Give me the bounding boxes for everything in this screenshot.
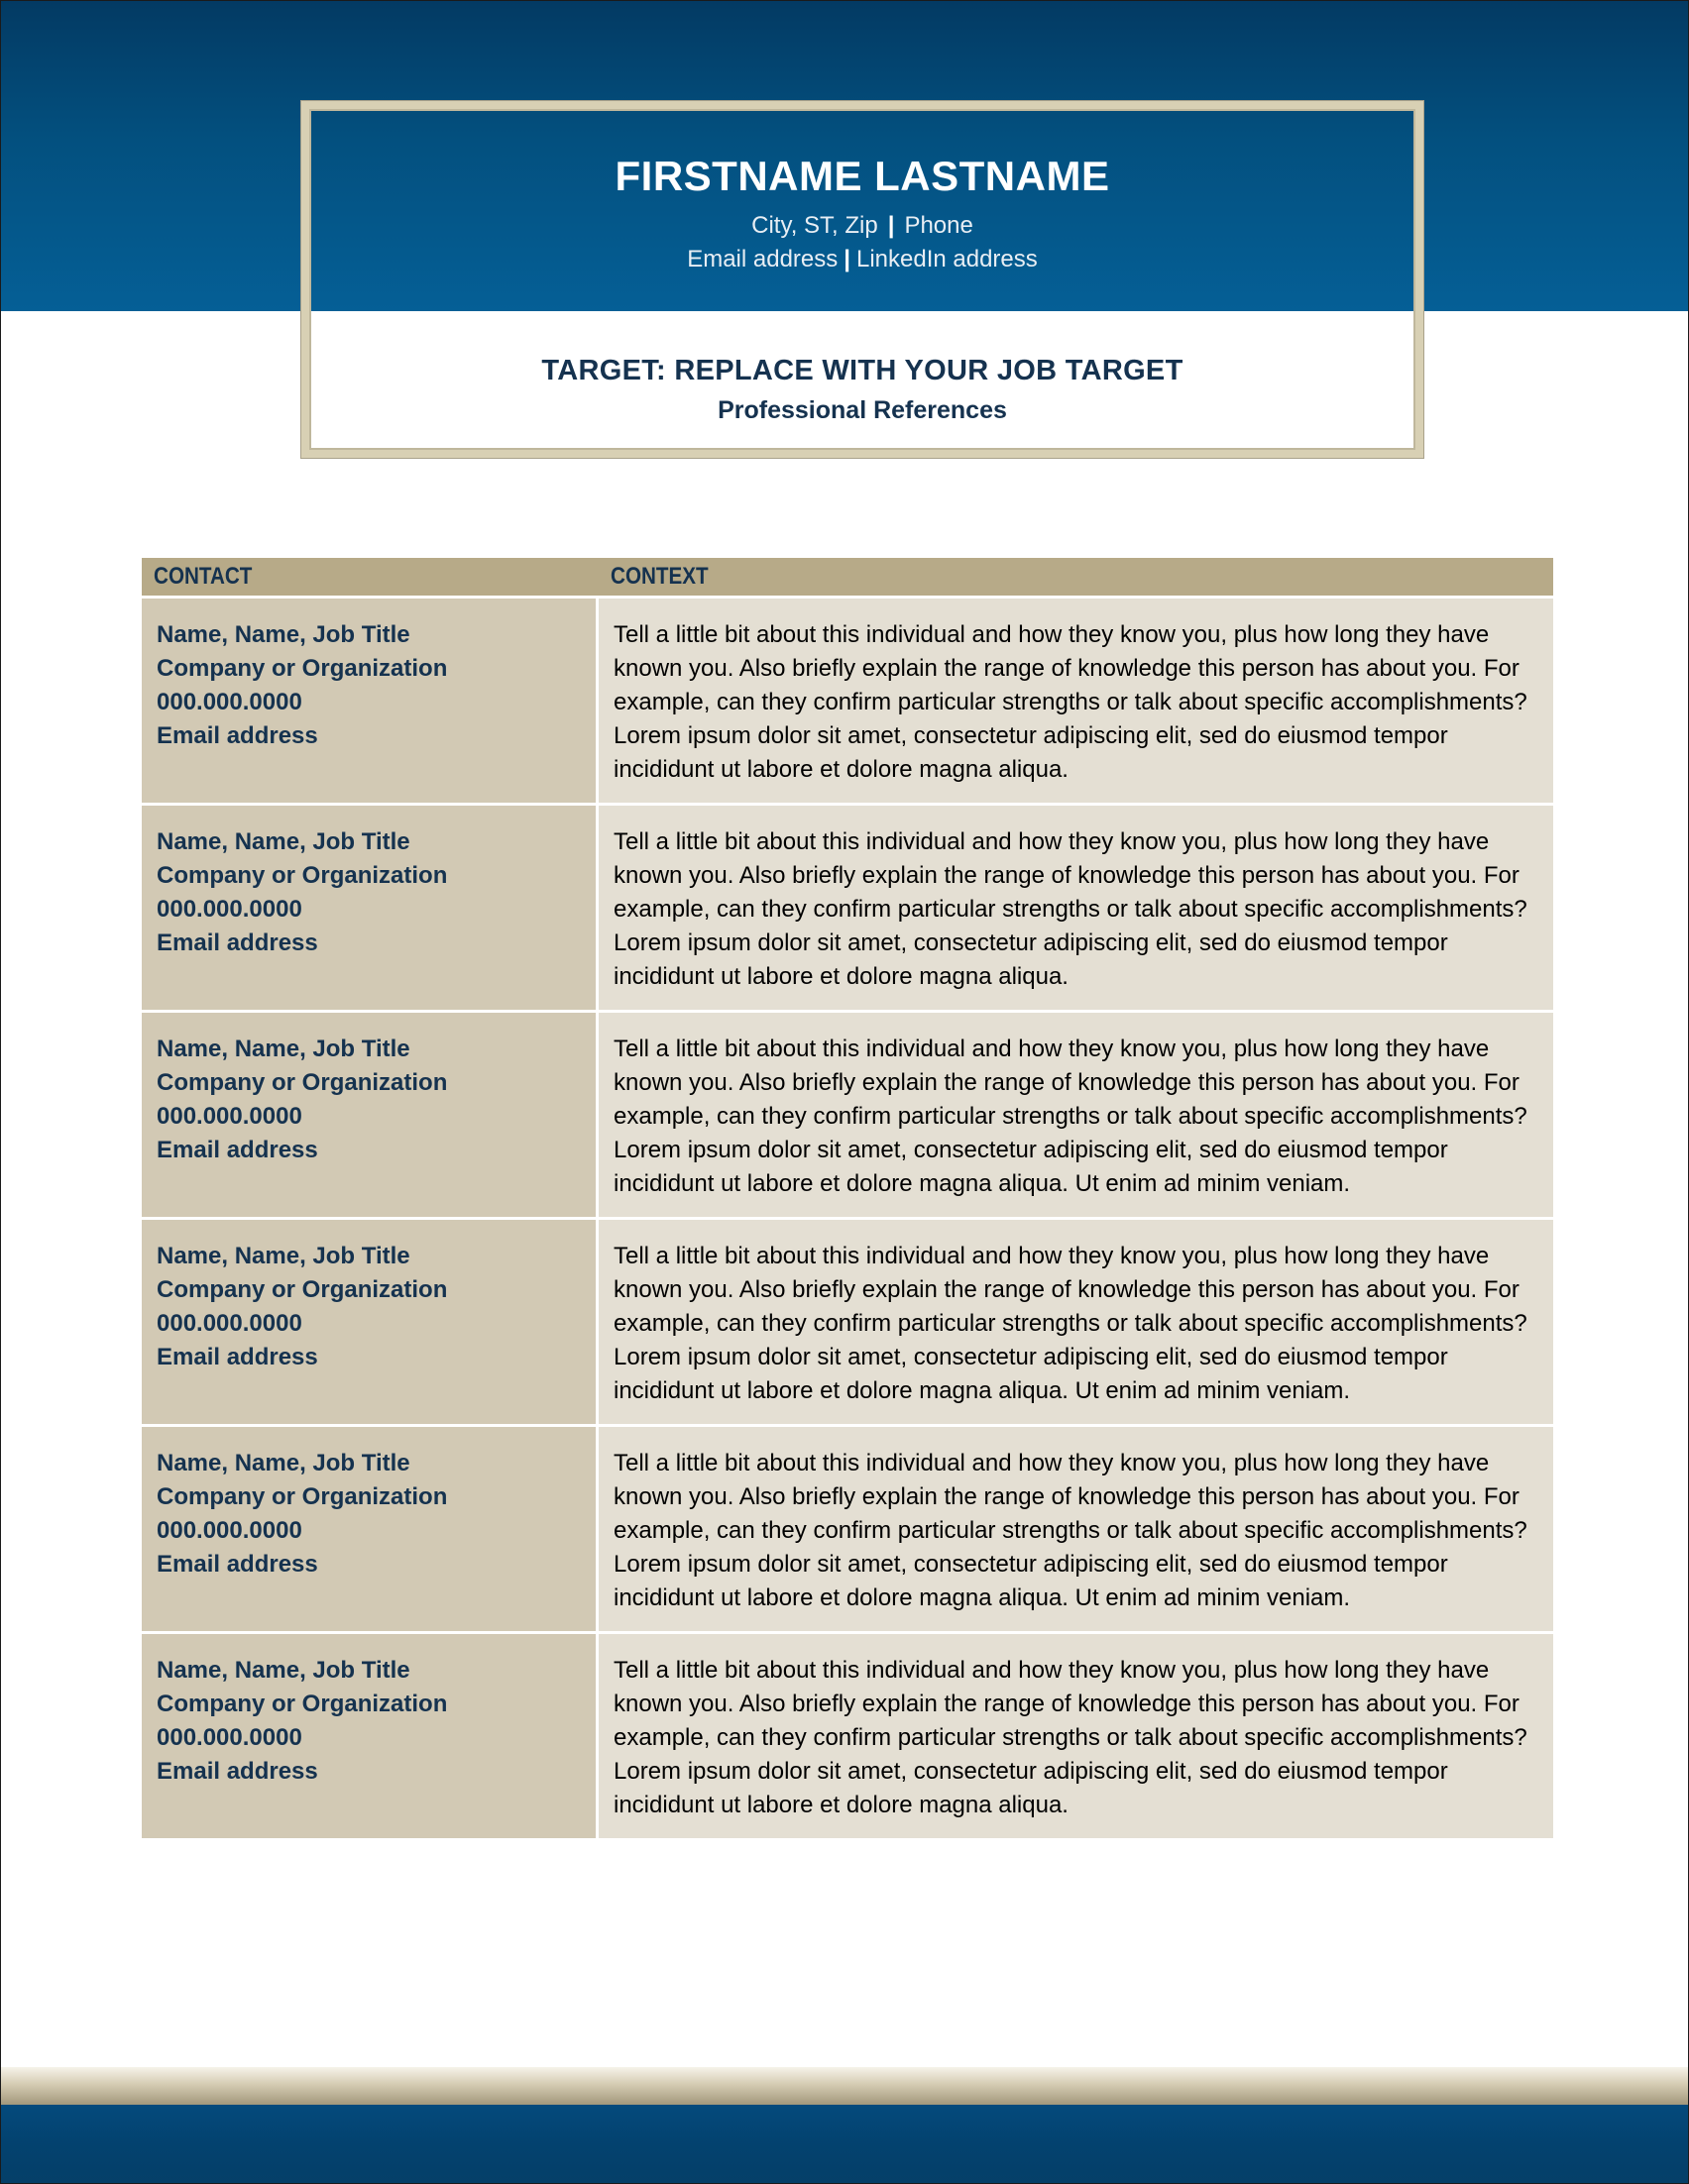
column-header-contact: CONTACT — [154, 563, 253, 590]
contact-cell — [142, 1013, 599, 1217]
reference-name-title: Name, Name, Job Title — [157, 828, 410, 855]
table-row — [142, 1013, 1553, 1220]
candidate-name: FIRSTNAME LASTNAME — [615, 153, 1110, 199]
reference-name-title: Name, Name, Job Title — [157, 1657, 410, 1684]
contact-cell — [142, 806, 599, 1010]
table-row — [142, 1220, 1553, 1427]
reference-email: Email address — [157, 1344, 318, 1370]
reference-email: Email address — [157, 722, 318, 749]
header-name-panel — [309, 109, 1415, 311]
separator: | — [844, 246, 850, 273]
reference-phone: 000.000.0000 — [157, 896, 302, 923]
footer-tan-strip — [0, 2067, 1689, 2105]
contact-cell — [142, 1220, 599, 1424]
reference-phone: 000.000.0000 — [157, 1517, 302, 1544]
header-target-panel — [309, 311, 1415, 450]
reference-company: Company or Organization — [157, 655, 448, 682]
reference-name-title: Name, Name, Job Title — [157, 1036, 410, 1062]
reference-company: Company or Organization — [157, 1069, 448, 1096]
reference-phone: 000.000.0000 — [157, 689, 302, 715]
context-cell: Tell a little bit about this individual and how they know you, plus how long they have known you. Also briefly explain the range of knowledge this person has about you. For example, can they confirm particular strengths or talk about specific accomplishments? Lorem ipsum dolor sit amet, consectetur adipiscing elit, sed do eiusmod tempor incididunt ut labore et dolore magna aliqua. Ut enim ad minim veniam. — [599, 1220, 1553, 1424]
reference-name-title: Name, Name, Job Title — [157, 1450, 410, 1476]
contact-cell — [142, 1634, 599, 1838]
reference-phone: 000.000.0000 — [157, 1103, 302, 1130]
column-header-context: CONTEXT — [611, 563, 709, 590]
contact-line-location-phone — [309, 212, 1415, 240]
context-cell: Tell a little bit about this individual and how they know you, plus how long they have known you. Also briefly explain the range of knowledge this person has about you. For example, can they confirm particular strengths or talk about specific accomplishments? Lorem ipsum dolor sit amet, consectetur adipiscing elit, sed do eiusmod tempor incididunt ut labore et dolore magna aliqua. — [599, 806, 1553, 1010]
document-subtitle: Professional References — [718, 396, 1007, 424]
phone: Phone — [904, 212, 973, 239]
reference-company: Company or Organization — [157, 862, 448, 889]
table-row — [142, 1634, 1553, 1841]
table-row — [142, 1427, 1553, 1634]
context-cell: Tell a little bit about this individual and how they know you, plus how long they have known you. Also briefly explain the range of knowledge this person has about you. For example, can they confirm particular strengths or talk about specific accomplishments? Lorem ipsum dolor sit amet, consectetur adipiscing elit, sed do eiusmod tempor incididunt ut labore et dolore magna aliqua. — [599, 599, 1553, 803]
reference-company: Company or Organization — [157, 1276, 448, 1303]
table-row — [142, 599, 1553, 806]
reference-name-title: Name, Name, Job Title — [157, 621, 410, 648]
contact-cell — [142, 1427, 599, 1631]
context-cell: Tell a little bit about this individual and how they know you, plus how long they have known you. Also briefly explain the range of knowledge this person has about you. For example, can they confirm particular strengths or talk about specific accomplishments? Lorem ipsum dolor sit amet, consectetur adipiscing elit, sed do eiusmod tempor incididunt ut labore et dolore magna aliqua. — [599, 1634, 1553, 1838]
context-cell: Tell a little bit about this individual and how they know you, plus how long they have known you. Also briefly explain the range of knowledge this person has about you. For example, can they confirm particular strengths or talk about specific accomplishments? Lorem ipsum dolor sit amet, consectetur adipiscing elit, sed do eiusmod tempor incididunt ut labore et dolore magna aliqua. Ut enim ad minim veniam. — [599, 1013, 1553, 1217]
location: City, ST, Zip — [751, 212, 878, 239]
reference-phone: 000.000.0000 — [157, 1310, 302, 1337]
reference-email: Email address — [157, 1137, 318, 1163]
table-row — [142, 806, 1553, 1013]
linkedin: LinkedIn address — [855, 246, 1038, 273]
table-header-row — [142, 558, 1553, 599]
footer-blue-strip — [0, 2105, 1689, 2184]
context-cell: Tell a little bit about this individual and how they know you, plus how long they have known you. Also briefly explain the range of knowledge this person has about you. For example, can they confirm particular strengths or talk about specific accomplishments? Lorem ipsum dolor sit amet, consectetur adipiscing elit, sed do eiusmod tempor incididunt ut labore et dolore magna aliqua. Ut enim ad minim veniam. — [599, 1427, 1553, 1631]
references-table — [142, 558, 1553, 1841]
reference-phone: 000.000.0000 — [157, 1724, 302, 1751]
contact-line-email-linkedin — [309, 246, 1415, 273]
email: Email address — [687, 246, 839, 273]
footer-band — [0, 2067, 1689, 2184]
reference-email: Email address — [157, 1758, 318, 1785]
header-box — [301, 101, 1423, 458]
reference-company: Company or Organization — [157, 1483, 448, 1510]
separator: | — [887, 212, 895, 239]
reference-company: Company or Organization — [157, 1691, 448, 1717]
reference-email: Email address — [157, 1551, 318, 1578]
job-target: TARGET: REPLACE WITH YOUR JOB TARGET — [541, 355, 1183, 386]
reference-name-title: Name, Name, Job Title — [157, 1243, 410, 1269]
contact-cell — [142, 599, 599, 803]
reference-email: Email address — [157, 929, 318, 956]
